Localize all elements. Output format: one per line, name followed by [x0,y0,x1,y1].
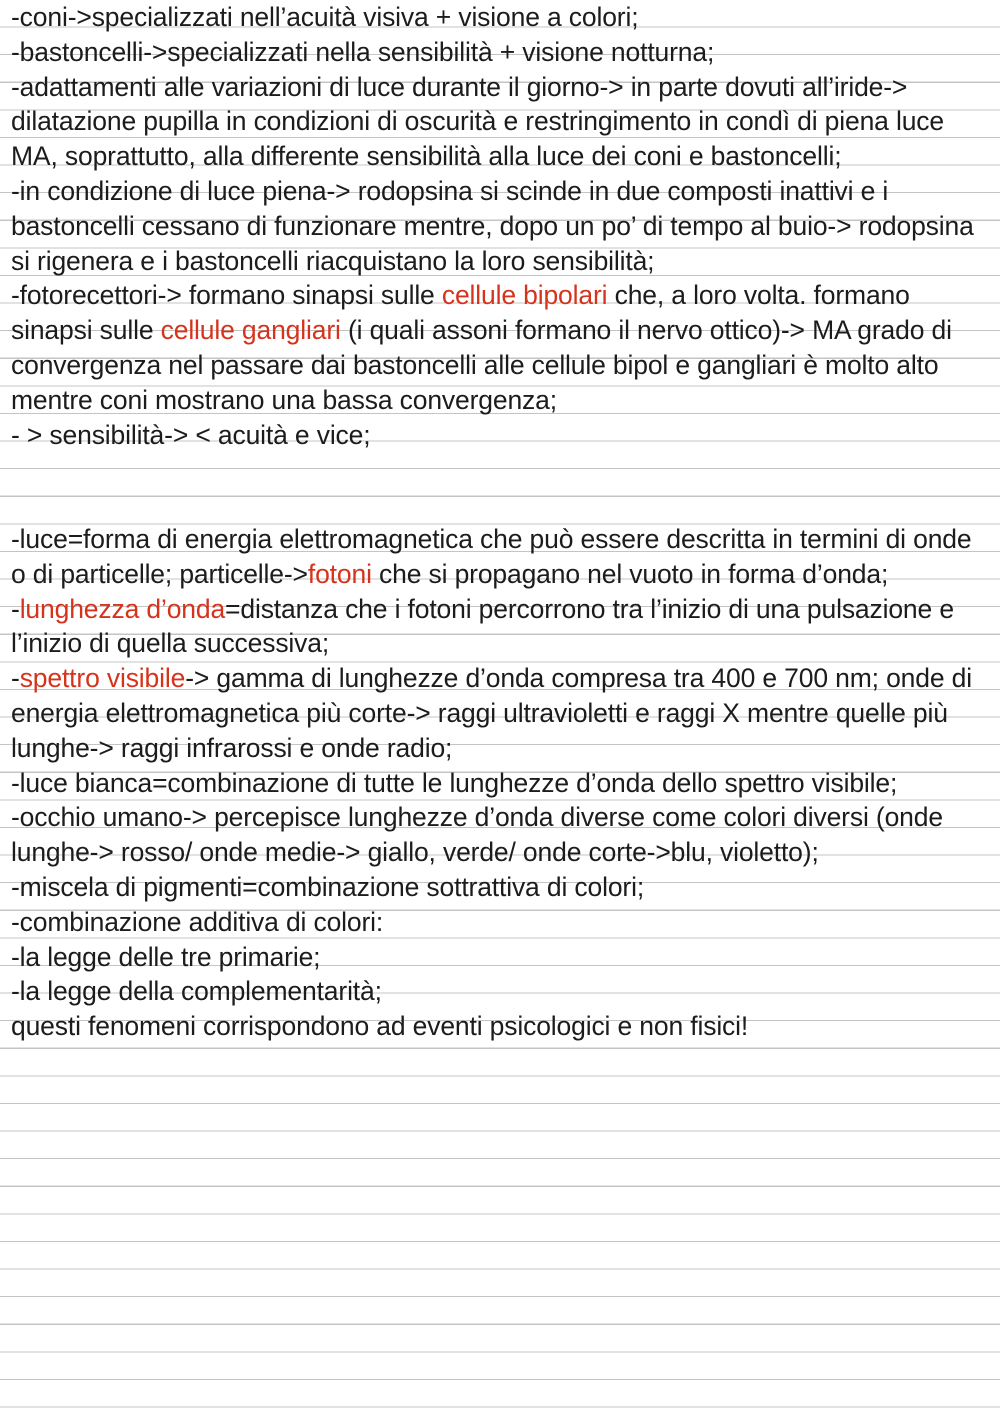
note-line [11,940,986,975]
note-text: -fotorecettori-> formano sinapsi sulle [11,280,442,311]
note-text: -combinazione additiva di colori: [11,906,384,937]
note-line [11,174,986,278]
note-text: che si propagano nel vuoto in forma d’onda; [371,558,889,589]
note-text: -bastoncelli->specializzati nella sensibilità + visione notturna; [11,36,715,67]
highlight-term: fotoni [307,558,372,589]
note-line [11,35,986,70]
note-line [11,522,986,592]
note-text: -la legge delle tre primarie; [11,941,321,972]
note-text: -in condizione di luce piena-> rodopsina si scinde in due composti inattivi e i bastoncelli cessano di funzionare mentre, dopo un po’ di tempo al buio-> rodopsina si rigenera e i bastoncelli riacquistano la loro sensibilità; [11,175,981,276]
note-text: - > sensibilità-> < acuità e vice; [11,419,371,450]
highlight-term: cellule gangliari [160,315,341,346]
note-text: -adattamenti alle variazioni di luce durante il giorno-> in parte dovuti all’iride-> dilatazione pupilla in condizioni di oscurità e restringimento in condì di piena luce MA, soprattutto, alla differente sensibilità alla luce dei coni e bastoncelli; [11,71,952,172]
note-text: che, a loro volta. formano sinapsi sulle [11,280,917,346]
highlight-term: lunghezza d’onda [19,593,226,624]
note-line [11,592,986,662]
note-line [11,1009,986,1044]
note-text: questi fenomeni corrispondono ad eventi psicologici e non fisici! [11,1011,749,1042]
note-line [11,418,986,453]
note-text: (i quali assoni formano il nervo ottico)-> MA grado di convergenza nel passare dai bastoncelli alle cellule bipol e gangliari è molto alto mentre coni mostrano una bassa convergenza; [11,315,960,415]
note-line [11,905,986,940]
note-text: -la legge della complementarità; [11,976,382,1007]
note-line [11,661,986,765]
note-line [11,0,986,35]
note-line [11,800,986,870]
note-text: -miscela di pigmenti=combinazione sottrattiva di colori; [11,871,645,902]
blank-line [11,487,986,522]
notes-list [11,0,986,1044]
note-line [11,766,986,801]
note-line [11,974,986,1009]
note-line [11,278,986,417]
note-text: - [11,663,20,694]
highlight-term: cellule bipolari [441,280,608,311]
note-text: -luce=forma di energia elettromagnetica che può essere descritta in termini di onde o di particelle; particelle-> [11,523,979,589]
note-text: - [11,593,20,624]
note-text: -coni->specializzati nell’acuità visiva + visione a colori; [11,2,639,32]
note-text: =distanza che i fotoni percorrono tra l’inizio di una pulsazione e l’inizio di quella successiva; [11,593,962,659]
blank-line [11,452,986,487]
note-text: -occhio umano-> percepisce lunghezze d’onda diverse come colori diversi (onde lunghe-> rosso/ onde medie-> giallo, verde/ onde corte->blu, violetto); [11,802,951,868]
note-text: -luce bianca=combinazione di tutte le lunghezze d’onda dello spettro visibile; [11,767,898,798]
note-line [11,870,986,905]
note-text: -> gamma di lunghezze d’onda compresa tra 400 e 700 nm; onde di energia elettromagnetica più corte-> raggi ultravioletti e raggi X mentre quelle più lunghe-> raggi infrarossi e onde radio; [11,663,980,763]
note-line [11,70,986,174]
highlight-term: spettro visibile [19,663,186,694]
